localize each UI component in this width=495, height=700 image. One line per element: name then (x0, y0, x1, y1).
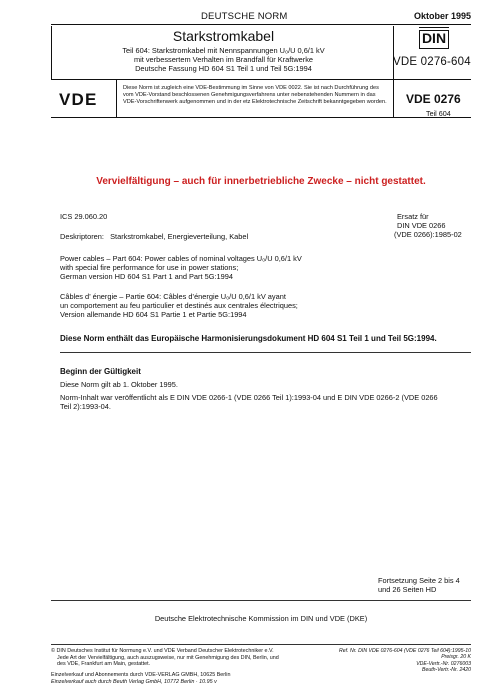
copyright-line-2: Jede Art der Vervielfältigung, auch auszugsweise, nur mit Genehmigung des DIN, Berlin, und (57, 654, 279, 661)
validity-date: Diese Norm gilt ab 1. Oktober 1995. (60, 380, 178, 389)
english-line-1: Power cables – Part 604: Power cables of nominal voltages U₀/U 0,6/1 kV (60, 254, 302, 263)
din-logo: DIN (419, 30, 449, 49)
continuation-line-2: und 26 Seiten HD (378, 585, 437, 594)
subtitle-line-1: Teil 604: Starkstromkabel mit Nennspannungen U₀/U 0,6/1 kV (122, 46, 325, 55)
org-title: DEUTSCHE NORM (201, 11, 288, 22)
sales-block (51, 672, 321, 685)
document-header (51, 10, 471, 118)
publication-date: Oktober 1995 (413, 11, 471, 21)
vde-notice (117, 80, 394, 118)
committee-name: Deutsche Elektrotechnische Kommission im DIN und VDE (DKE) (154, 614, 368, 623)
subtitle-line-3: Deutsche Fassung HD 604 S1 Teil 1 und Teil 5G:1994 (135, 64, 312, 73)
french-line-1: Câbles d’ énergie – Partie 604: Câbles d’énergie U₀/U 0,6/1 kV ayant (60, 292, 286, 301)
copyright-line-3: des VDE, Frankfurt am Main, gestattet. (57, 661, 151, 668)
descriptors: Deskriptoren: Starkstromkabel, Energieverteilung, Kabel (60, 232, 249, 241)
committee-top-rule (51, 600, 471, 601)
english-line-3: German version HD 604 S1 Part 1 and Part 5G:1994 (60, 272, 233, 281)
validity-heading: Beginn der Gültigkeit (60, 367, 141, 376)
vde-logo-box (51, 80, 117, 118)
european-document-note: Diese Norm enthält das Europäische Harmonisierungsdokument HD 604 S1 Teil 1 und Teil 5G:1994. (60, 334, 437, 343)
main-title: Starkstromkabel (172, 28, 275, 44)
header-top-line (51, 10, 471, 24)
sales-line-1: Einzelverkauf und Abonnements durch VDE-VERLAG GMBH, 10625 Berlin (51, 672, 231, 678)
french-line-2: un comportement au feu particulier et destinés aux centrales électriques; (60, 301, 298, 310)
vde-standard-number: VDE 0276-604 (393, 56, 471, 68)
continuation-line-1: Fortsetzung Seite 2 bis 4 (378, 576, 460, 585)
copy-warning: Vervielfältigung – auch für innerbetriebliche Zwecke – nicht gestattet. (96, 176, 426, 187)
ics-code: ICS 29.060.20 (60, 212, 108, 221)
copyright-block (51, 648, 321, 668)
french-line-3: Version allemande HD 604 S1 Partie 1 et Partie 5G:1994 (60, 310, 247, 319)
beuth-distribution-number: Beuth-Vertr.-Nr. 2420 (421, 667, 471, 674)
replacement-note (378, 212, 473, 239)
vde-notice-text: Diese Norm ist zugleich eine VDE-Bestimmung im Sinne von VDE 0022. Sie ist nach Durchführung des vom VDE-Vorstand beschlossenen Genehmigungsverfahrens unter nebenstehenden Nummern in das VDE-Vorschriftenwerk aufgenommen und in der etz Elektrotechnische Zeitschrift bekanntgegeben worden. (123, 85, 387, 106)
vde-part-teil: Teil 604 (426, 109, 451, 118)
copyright-line-1: © DIN Deutsches Institut für Normung e.V. und VDE Verband Deutscher Elektrotechniker e.V. (51, 648, 274, 654)
french-title (60, 292, 298, 319)
vde-distribution-number: VDE-Vertr.-Nr. 0276003 (416, 660, 471, 667)
reference-block (300, 648, 471, 674)
header-rule (51, 24, 471, 25)
footer-rule (51, 644, 471, 645)
reference-number: Ref. Nr. DIN VDE 0276-604 (VDE 0276 Teil 604):1995-10 (339, 648, 471, 654)
note-divider (60, 352, 471, 353)
price-group: Preisgr. 20 K (441, 654, 471, 661)
english-title (60, 254, 302, 281)
vde-logo: VDE (59, 90, 98, 109)
replacement-line-1: Ersatz für (397, 212, 429, 221)
title-box (51, 26, 394, 80)
replacement-line-2: DIN VDE 0266 (397, 221, 446, 230)
continuation-note (378, 576, 460, 594)
vde-part-number: VDE 0276 (406, 92, 461, 106)
english-line-2: with special fire performance for use in power stations; (60, 263, 239, 272)
prior-publication-line-2: Teil 2):1993-04. (60, 402, 111, 411)
replacement-line-3: (VDE 0266):1985-02 (394, 230, 462, 239)
prior-publication-line-1: Norm-Inhalt war veröffentlicht als E DIN VDE 0266-1 (VDE 0266 Teil 1):1993-04 und E DIN VDE 0266-2 (VDE 0266 (60, 393, 438, 402)
subtitle-line-2: mit verbessertem Verhalten im Brandfall für Kraftwerke (133, 55, 314, 64)
sales-line-2: Einzelverkauf auch durch Beuth Verlag GmbH, 10772 Berlin · 10.95 v (51, 678, 217, 685)
